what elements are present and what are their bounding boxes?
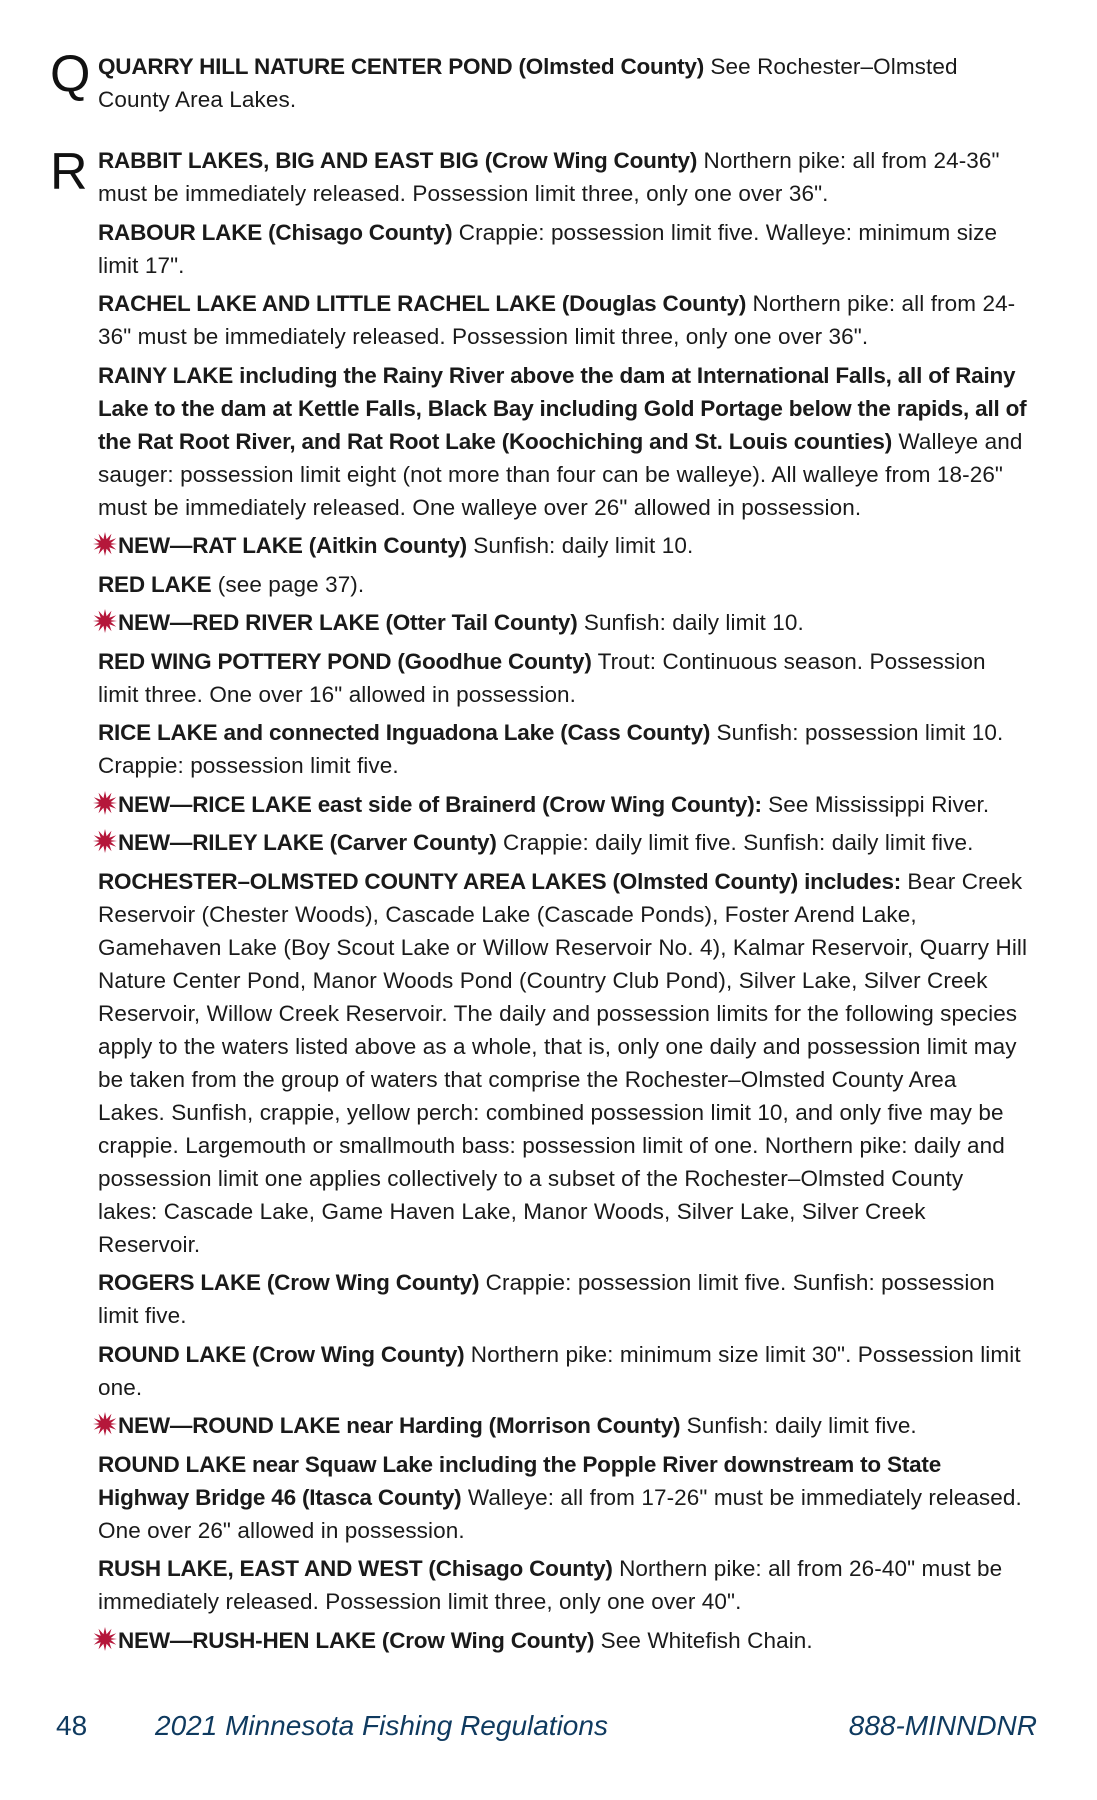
new-starburst-icon (92, 1626, 118, 1652)
regulation-text: Northern pike: all from 26-40" must be immediately released. Possession limit three, only one over 40". (98, 1556, 1003, 1614)
regulation-text: See Mississippi River. (761, 791, 990, 817)
regulation-entry (98, 865, 1028, 1261)
regulation-entry (98, 1409, 1028, 1442)
regulation-text: Northern pike: all from 24-36" must be immediately released. Possession limit three, only one over 36". (98, 291, 1016, 349)
water-name: ROUND LAKE (Crow Wing County) (98, 1341, 465, 1367)
regulation-entry (98, 1624, 1028, 1657)
regulation-entry (98, 144, 1028, 210)
section-letter: Q (50, 45, 91, 103)
regulation-text: See Whitefish Chain. (594, 1627, 813, 1653)
water-name: RUSH LAKE, EAST AND WEST (Chisago County) (98, 1556, 613, 1581)
water-name: RICE LAKE and connected Inguadona Lake (Cass County) (98, 720, 711, 745)
new-starburst-icon (92, 790, 118, 816)
regulation-entry (98, 645, 1028, 711)
water-name: RAINY LAKE including the Rainy River above the dam at International Falls, all of Rainy Lake to the dam at Kettle Falls, Black Bay including Gold Portage below the rapids, all of the Rat Root River, and Rat Root Lake (Koochiching and St. Louis counties) (98, 362, 1027, 454)
regulation-entry (98, 1448, 1028, 1547)
regulation-entry (98, 50, 1028, 116)
water-name: NEW—RAT LAKE (Aitkin County) (118, 533, 467, 558)
new-starburst-icon (92, 531, 118, 557)
regulation-entry (98, 1552, 1028, 1618)
water-name: RED LAKE (98, 571, 212, 597)
regulation-text: Trout: Continuous season. Possession limit three. One over 16" allowed in possession. (98, 648, 986, 707)
publication-title: 2021 Minnesota Fishing Regulations (155, 1710, 608, 1741)
regulation-text: Walleye and sauger: possession limit eight (not more than four can be walleye). All walleye from 18-26" must be immediately released. One walleye over 26" allowed in possession. (98, 428, 1023, 520)
water-name: RED WING POTTERY POND (Goodhue County) (98, 648, 592, 674)
regulation-text: Crappie: daily limit five. Sunfish: daily limit five. (496, 830, 974, 855)
water-name: RABBIT LAKES, BIG AND EAST BIG (Crow Wing County) (98, 148, 698, 173)
regulation-text: Sunfish: daily limit 10. (466, 533, 694, 558)
water-name: ROCHESTER–OLMSTED COUNTY AREA LAKES (Olmsted County) includes: (98, 868, 902, 894)
regulation-text: See Rochester–Olmsted County Area Lakes. (98, 54, 958, 112)
water-name: NEW—RUSH-HEN LAKE (Crow Wing County) (118, 1627, 595, 1653)
new-starburst-icon (92, 608, 118, 634)
regulation-entry (98, 1338, 1028, 1404)
regulation-entry (98, 216, 1028, 282)
regulation-entry (98, 529, 1028, 562)
regulation-entry (98, 359, 1028, 524)
regulation-text: Sunfish: daily limit five. (680, 1413, 917, 1438)
regulation-entry (98, 568, 1028, 601)
water-name: QUARRY HILL NATURE CENTER POND (Olmsted County) (98, 54, 705, 79)
regulation-entry (98, 788, 1028, 821)
regulation-text: Walleye: all from 17-26" must be immediately released. One over 26" allowed in possession. (98, 1484, 1022, 1543)
regulation-text: (see page 37). (211, 571, 365, 597)
water-name: RACHEL LAKE AND LITTLE RACHEL LAKE (Douglas County) (98, 291, 747, 316)
regulation-entry (98, 606, 1028, 639)
page-footer (0, 1706, 1097, 1746)
regulation-entry (98, 1266, 1028, 1332)
page-number: 48 (56, 1710, 88, 1741)
water-name: NEW—RICE LAKE east side of Brainerd (Crow Wing County): (118, 791, 762, 817)
section-letter: R (50, 143, 88, 201)
water-name: RABOUR LAKE (Chisago County) (98, 219, 453, 245)
regulation-text: Northern pike: minimum size limit 30". Possession limit one. (98, 1341, 1021, 1400)
phone-number: 888-MINNDNR (848, 1710, 1037, 1741)
water-name: ROUND LAKE near Squaw Lake including the Popple River downstream to State Highway Bridge 46 (Itasca County) (98, 1451, 942, 1510)
regulation-entry (98, 826, 1028, 859)
regulation-text: Sunfish: daily limit 10. (577, 610, 804, 635)
water-name: NEW—RED RIVER LAKE (Otter Tail County) (118, 610, 578, 635)
water-name: NEW—ROUND LAKE near Harding (Morrison County) (118, 1413, 681, 1438)
regulation-entry (98, 716, 1028, 782)
regulation-text: Crappie: possession limit five. Sunfish: possession limit five. (98, 1270, 995, 1328)
new-starburst-icon (92, 828, 118, 854)
regulation-text: Sunfish: possession limit 10. Crappie: possession limit five. (98, 720, 1004, 778)
water-name: NEW—RILEY LAKE (Carver County) (118, 830, 497, 855)
new-starburst-icon (92, 1411, 118, 1437)
entry-list (98, 144, 1028, 1662)
regulation-text: Crappie: possession limit five. Walleye: minimum size limit 17". (98, 219, 998, 278)
regulation-text: Bear Creek Reservoir (Chester Woods), Cascade Lake (Cascade Ponds), Foster Arend Lake, Gamehaven Lake (Boy Scout Lake or Willow Reservoir No. 4), Kalmar Reservoir, Quarry Hill Nature Center Pond, Manor Woods Pond (Country Club Pond), Silver Lake, Silver Creek Reservoir, Willow Creek Reservoir. The daily and possession limits for the following species apply to the waters listed above as a whole, that is, only one daily and possession limit may be taken from the group of waters that comprise the Rochester–Olmsted County Area Lakes. Sunfish, crappie, yellow perch: combined possession limit 10, and only five may be crappie. Largemouth or smallmouth bass: possession limit of one. Northern pike: daily and possession limit one applies collectively to a subset of the Rochester–Olmsted County lakes: Cascade Lake, Game Haven Lake, Manor Woods, Silver Lake, Silver Creek Reservoir. (98, 868, 1028, 1257)
regulation-text: Northern pike: all from 24-36" must be immediately released. Possession limit three, only one over 36". (98, 148, 1000, 206)
entry-list (98, 50, 1028, 122)
regulation-entry (98, 287, 1028, 353)
water-name: ROGERS LAKE (Crow Wing County) (98, 1270, 480, 1295)
